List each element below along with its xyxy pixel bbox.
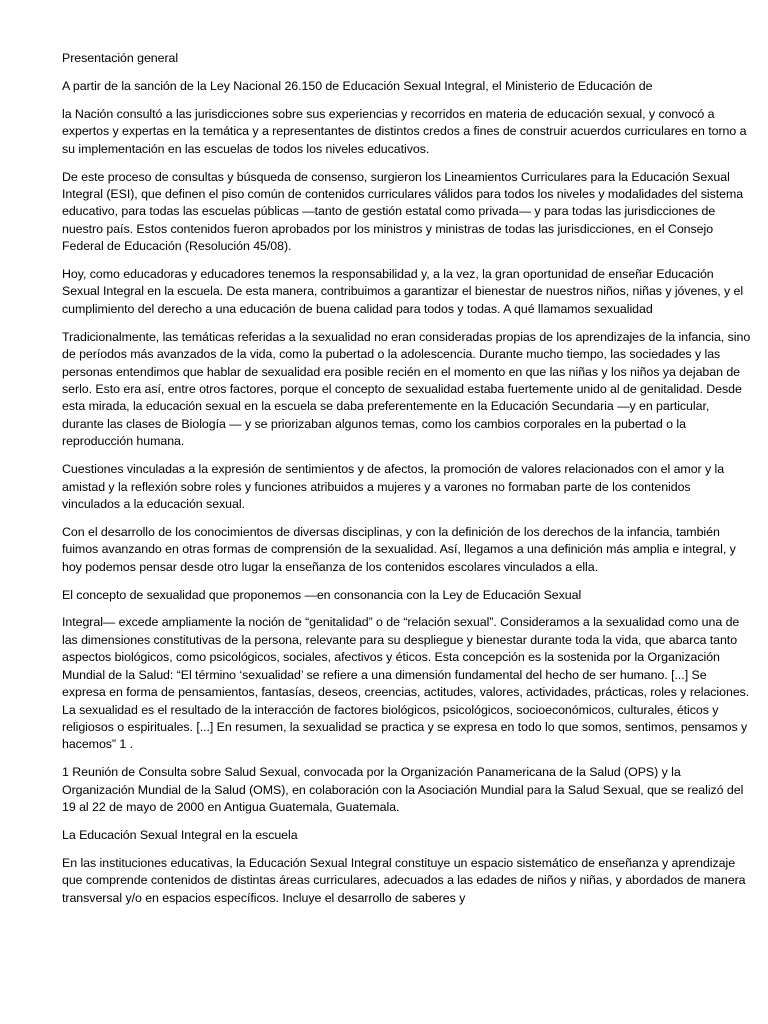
paragraph-responsibility: Hoy, como educadoras y educadores tenemos la responsabilidad y, a la vez, la gran oportunidad de enseñar Educación Sexual Integral en la escuela. De esta manera, contribuimos a garantizar el bienestar de nuestros niños, niñas y jóvenes, y el cumplimiento del derecho a una educación de buena calidad para todos y todas. A qué llamamos sexualidad: [62, 267, 744, 316]
paragraph-concept-intro: El concepto de sexualidad que proponemos —en consonancia con la Ley de Educación Sexual: [62, 587, 582, 602]
footnote-1: 1 Reunión de Consulta sobre Salud Sexual, convocada por la Organización Panamericana de la Salud (OPS) y la Organización Mundial de la Salud (OMS), en colaboración con la Asociación Mundial para la Salud Sexual, que se realizó del 19 al 22 de mayo de 2000 en Antigua Guatemala, Guatemala.: [62, 765, 744, 815]
document-page: [62, 50, 752, 918]
section-heading-presentacion: Presentación general: [62, 51, 179, 65]
paragraph-institutions: En las instituciones educativas, la Educación Sexual Integral constituye un espacio sistemático de enseñanza y aprendizaje que comprende contenidos de distintas áreas curriculares, adecuados a las edades de niños y niñas, y abordados de manera transversal y/o en espacios específicos. Incluye el desarrollo de saberes y: [62, 855, 746, 905]
section-heading-esi-escuela: La Educación Sexual Integral en la escuela: [62, 827, 298, 842]
paragraph-consultation: la Nación consultó a las jurisdicciones sobre sus experiencias y recorridos en materia de educación sexual, y convocó a expertos y expertas en la temática y a representantes de distintos credos a fines de construir acuerdos curriculares en torno a su implementación en las escuelas de todos los niveles educativos.: [62, 106, 747, 156]
paragraph-traditional-view: Tradicionalmente, las temáticas referidas a la sexualidad no eran consideradas propias de los aprendizajes de la infancia, sino de períodos más avanzados de la vida, como la pubertad o la adolescencia. Durante mucho tiempo, las sociedades y las personas entendimos que hablar de sexualidad era posible recién en el momento en que las niñas y los niños ya dejaban de serlo. Esto era así, entre otros factores, porque el concepto de sexualidad estaba fuertemente unido al de genitalidad. Desde esta mirada, la educación sexual en la escuela se daba preferentemente en la Educación Secundaria —y en particular, durante las clases de Biología — y se priorizaban algunos temas, como los cambios corporales en la pubertad o la reproducción humana.: [62, 329, 751, 449]
paragraph-intro-line: A partir de la sanción de la Ley Nacional 26.150 de Educación Sexual Integral, el Ministerio de Educación de: [62, 78, 653, 93]
paragraph-knowledge-development: Con el desarrollo de los conocimientos de diversas disciplinas, y con la definición de los derechos de la infancia, también fuimos avanzando en otras formas de comprensión de la sexualidad. Así, llegamos a una definición más amplia e integral, y hoy podemos pensar desde otro lugar la enseñanza de los contenidos escolares vinculados a ella.: [62, 524, 736, 574]
paragraph-integral-definition: Integral— excede ampliamente la noción de “genitalidad” o de “relación sexual”. Consideramos a la sexualidad como una de las dimensiones constitutivas de la persona, relevante para su despliegue y bienestar durante toda la vida, que abarca tanto aspectos biológicos, como psicológicos, sociales, afectivos y éticos. Esta concepción es la sostenida por la Organización Mundial de la Salud: “El término ‘sexualidad’ se refiere a una dimensión fundamental del hecho de ser humano. [...] Se expresa en forma de pensamientos, fantasías, deseos, creencias, actitudes, valores, actividades, prácticas, roles y relaciones. La sexualidad es el resultado de la interacción de factores biológicos, psicológicos, socioeconómicos, culturales, éticos y religiosos o espirituales. [...] En resumen, la sexualidad se practica y se expresa en todo lo que somos, sentimos, pensamos y hacemos” 1 .: [62, 615, 750, 752]
paragraph-lineamientos: De este proceso de consultas y búsqueda de consenso, surgieron los Lineamientos Curriculares para la Educación Sexual Integral (ESI), que definen el piso común de contenidos curriculares válidos para todos los niveles y modalidades del sistema educativo, para todas las escuelas públicas —tanto de gestión estatal como privada— y para todas las jurisdicciones de nuestro país. Estos contenidos fueron aprobados por los ministros y ministras de todas las jurisdicciones, en el Consejo Federal de Educación (Resolución 45/08).: [62, 169, 744, 254]
paragraph-feelings-affections: Cuestiones vinculadas a la expresión de sentimientos y de afectos, la promoción de valores relacionados con el amor y la amistad y la reflexión sobre roles y funciones atribuidos a mujeres y a varones no formaban parte de los contenidos vinculados a la educación sexual.: [62, 462, 725, 511]
